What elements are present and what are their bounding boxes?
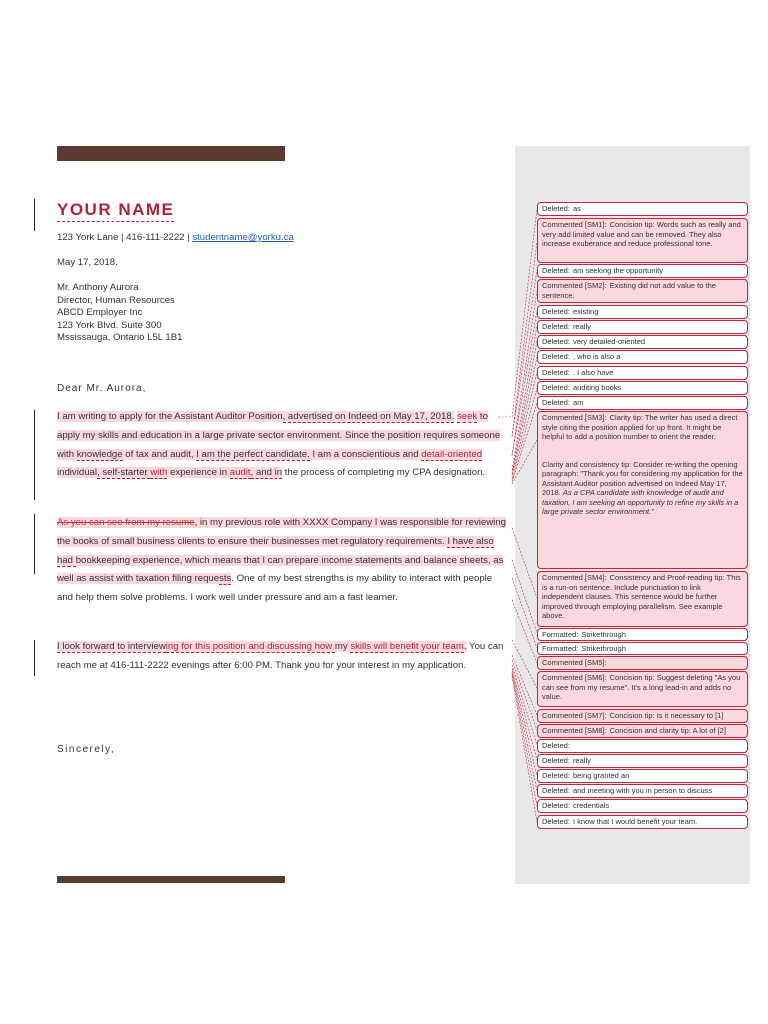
email-link[interactable]: studentname@yorku.ca <box>192 232 294 243</box>
recipient-name: Mr. Anthony Aurora <box>57 282 139 293</box>
text-run: the process of completing my CPA designation. <box>282 467 486 479</box>
header-bar <box>57 146 285 161</box>
tracked-change[interactable]: with <box>150 467 168 479</box>
deleted-balloon[interactable] <box>537 784 748 798</box>
balloon-text: Consistency and Proof-reading tip: This is a run-on sentence. Include punctuation to link independent clauses. This sentence would be further improved through employing parallelism. See example above. <box>542 573 741 620</box>
balloon-label: Deleted: <box>542 817 570 826</box>
deleted-balloon[interactable] <box>537 320 748 334</box>
deleted-balloon[interactable] <box>537 754 748 768</box>
struck-text[interactable]: As you can see from my resume <box>57 517 195 528</box>
tracked-change[interactable]: skills will benefit your team <box>350 641 464 652</box>
applicant-name[interactable]: YOUR NAME <box>57 200 174 222</box>
balloon-text: really <box>572 322 591 331</box>
balloon-label: Deleted: <box>542 801 570 810</box>
balloon-text: am <box>572 398 584 407</box>
change-bar <box>34 410 35 500</box>
text-run: . One of my best strengths is my ability to interact with people and help them solve problems. I work well under pressure and am a fast learner. <box>57 573 493 604</box>
contact-line <box>57 232 294 243</box>
comment-balloon[interactable] <box>537 671 748 707</box>
deleted-balloon[interactable] <box>537 335 748 349</box>
balloon-text: Concision tip: Words such as really and very add limited value and can be removed. They also increase exuberance and reduce professional tone. <box>542 220 741 248</box>
balloon-label: Formatted: <box>542 630 579 639</box>
text-run: You can reach me at 416-111-2222 evenings after 6:00 PM. Thank you for your interest in my application. <box>57 641 504 671</box>
recipient-street: 123 York Blvd. Suite 300 <box>57 319 162 331</box>
text-run: . <box>463 641 467 652</box>
comment-balloon[interactable] <box>537 411 748 569</box>
comment-balloon[interactable] <box>537 724 748 738</box>
balloon-label: Commented [SM7]: <box>542 711 607 720</box>
balloon-text: Strikethrough <box>581 630 626 639</box>
text-run: to apply my skills and education in a large private sector environment. Since the position requires someone with <box>57 411 501 460</box>
salutation: Dear Mr. Aurora, <box>57 383 147 394</box>
body-paragraph-3[interactable] <box>57 638 509 676</box>
balloon-label: Commented [SM1]: <box>542 220 607 229</box>
recipient-title: Director, Human Resources <box>57 294 175 306</box>
text-run: of tax and audit, <box>122 448 197 460</box>
deleted-balloon[interactable] <box>537 202 748 216</box>
body-paragraph-1[interactable] <box>57 408 509 483</box>
body-paragraph-2[interactable] <box>57 514 509 608</box>
contact-details: 123 York Lane | 416-111-2222 | <box>57 232 193 243</box>
balloon-label: Deleted: <box>542 352 570 361</box>
balloon-text: very detailed-oriented <box>572 337 646 346</box>
balloon-label: Commented [SM5]: <box>542 658 607 667</box>
balloon-label: Deleted: <box>542 322 570 331</box>
text-run: I am a <box>309 448 340 460</box>
balloon-text: really <box>572 756 591 765</box>
balloon-label: Deleted: <box>542 383 570 392</box>
text-run: conscientious and <box>339 448 422 460</box>
tracked-change[interactable]: I am the perfect candidate. <box>196 448 310 460</box>
comment-balloon[interactable] <box>537 218 748 263</box>
text-run: I am writing to apply for the Assistant Auditor Position <box>57 411 283 422</box>
balloon-label: Deleted: <box>542 266 570 275</box>
text-run: experience in <box>167 467 230 479</box>
balloon-text: Clarity tip: The writer has used a direct style citing the position applied for up front. It might be helpful to add a position number to orient the reader. <box>542 413 738 441</box>
letter-date: May 17, 2018. <box>57 257 118 268</box>
tracked-change[interactable]: knowledge <box>76 448 123 460</box>
comment-balloon[interactable] <box>537 279 748 303</box>
balloon-label: Deleted: <box>542 398 570 407</box>
footer-bar <box>57 876 285 883</box>
text-run: , in my previous role with XXXX Company I was responsible for reviewing the books of small business clients to ensure their businesses met regulatory requirements. <box>57 517 506 547</box>
tracked-change[interactable]: sts <box>219 573 232 585</box>
deleted-balloon[interactable] <box>537 799 748 813</box>
recipient-company: ABCD Employer Inc <box>57 307 143 318</box>
balloon-text: As a CPA candidate with knowledge of audit and taxation, I am seeking an opportunity to refine my skills in a large private sector environment." <box>542 488 739 516</box>
change-bar <box>34 640 35 676</box>
balloon-label: Commented [SM3]: <box>542 413 607 422</box>
balloon-text: Strikethrough <box>581 644 626 653</box>
balloon-text: . I also have <box>572 368 614 377</box>
tracked-change[interactable]: seek <box>457 411 478 422</box>
formatted-balloon[interactable] <box>537 628 748 641</box>
balloon-label: Deleted: <box>542 771 570 780</box>
balloon-label: Deleted: <box>542 307 570 316</box>
balloon-text: Concision and clarity tip: A lot of <box>609 726 716 735</box>
formatted-balloon[interactable] <box>537 642 748 655</box>
balloon-text: Concision tip: Suggest deleting "As you can see from my resume". It's a long lead-in and adds no value. <box>542 673 741 701</box>
deleted-balloon[interactable] <box>537 769 748 783</box>
balloon-text: Clarity and consistency tip: Consider re-writing the opening paragraph: "Thank you for considering my application for the Assistant Auditor position advertised on Indeed May 17, 2018. <box>542 459 743 497</box>
balloon-label: Commented [SM6]: <box>542 673 607 682</box>
balloon-text: , who is also a <box>572 352 621 361</box>
tracked-change[interactable]: , and in <box>250 467 283 479</box>
balloon-text: auditing books <box>572 383 622 392</box>
balloon-text: Existing did not add value to the sentence. <box>542 281 716 300</box>
comment-balloon[interactable] <box>537 656 748 670</box>
balloon-label: Deleted: <box>542 741 570 750</box>
balloon-label: Commented [SM4]: <box>542 573 607 582</box>
balloon-text: credentials <box>572 801 610 810</box>
tracked-change[interactable]: I have also had <box>57 535 494 566</box>
balloon-label: Deleted: <box>542 204 570 213</box>
recipient-address <box>57 282 183 345</box>
balloon-text: being granted an <box>572 771 630 780</box>
balloon-label: Deleted: <box>542 756 570 765</box>
tracked-change[interactable]: I look forward to interview <box>57 641 166 652</box>
deleted-balloon[interactable] <box>537 381 748 395</box>
balloon-text: I know that I would benefit your team. <box>572 817 698 826</box>
text-run: individual <box>57 467 98 479</box>
balloon-label: Formatted: <box>542 644 579 653</box>
balloon-label: Commented [SM8]: <box>542 726 607 735</box>
tracked-change[interactable]: , self-starter <box>97 467 151 479</box>
change-bar <box>34 199 35 231</box>
balloon-text: as <box>572 204 581 213</box>
tracked-change[interactable]: detail-oriented <box>421 448 483 460</box>
deleted-balloon[interactable] <box>537 366 748 380</box>
change-bar <box>34 514 35 574</box>
tracked-change[interactable]: audit <box>229 467 251 479</box>
balloon-label: Deleted: <box>542 786 570 795</box>
comment-balloon[interactable] <box>537 709 748 723</box>
more-link[interactable]: [1] <box>715 711 724 720</box>
closing: Sincerely, <box>57 744 116 755</box>
tracked-change[interactable]: ing for this position and discussing how <box>165 641 335 652</box>
balloon-text: am seeking the opportunity <box>572 266 663 275</box>
balloon-label: Deleted: <box>542 337 570 346</box>
balloon-label: Commented [SM2]: <box>542 281 607 290</box>
more-link[interactable]: [2] <box>717 726 726 735</box>
balloon-text: Concision tip: Is it necessary to <box>609 711 713 720</box>
balloon-text: and meeting with you in person to discuss <box>572 786 713 795</box>
deleted-balloon[interactable] <box>537 396 748 410</box>
deleted-balloon[interactable] <box>537 815 748 829</box>
deleted-balloon[interactable] <box>537 264 748 278</box>
deleted-balloon[interactable] <box>537 305 748 319</box>
balloon-text: existing <box>572 307 599 316</box>
text-run: my <box>334 641 351 652</box>
comment-balloon[interactable] <box>537 571 748 627</box>
deleted-balloon[interactable] <box>537 350 748 364</box>
balloon-label: Deleted: <box>542 368 570 377</box>
recipient-city: Mssissauga, Ontario L5L 1B1 <box>57 332 183 343</box>
text-run: bookkeeping experience, which means that I can prepare income statements and balance sheets, as well as assist with taxation filing reque <box>57 554 504 585</box>
deleted-balloon[interactable] <box>537 739 748 753</box>
tracked-change[interactable]: , advertised on Indeed on May 17, 2018. <box>282 411 455 422</box>
